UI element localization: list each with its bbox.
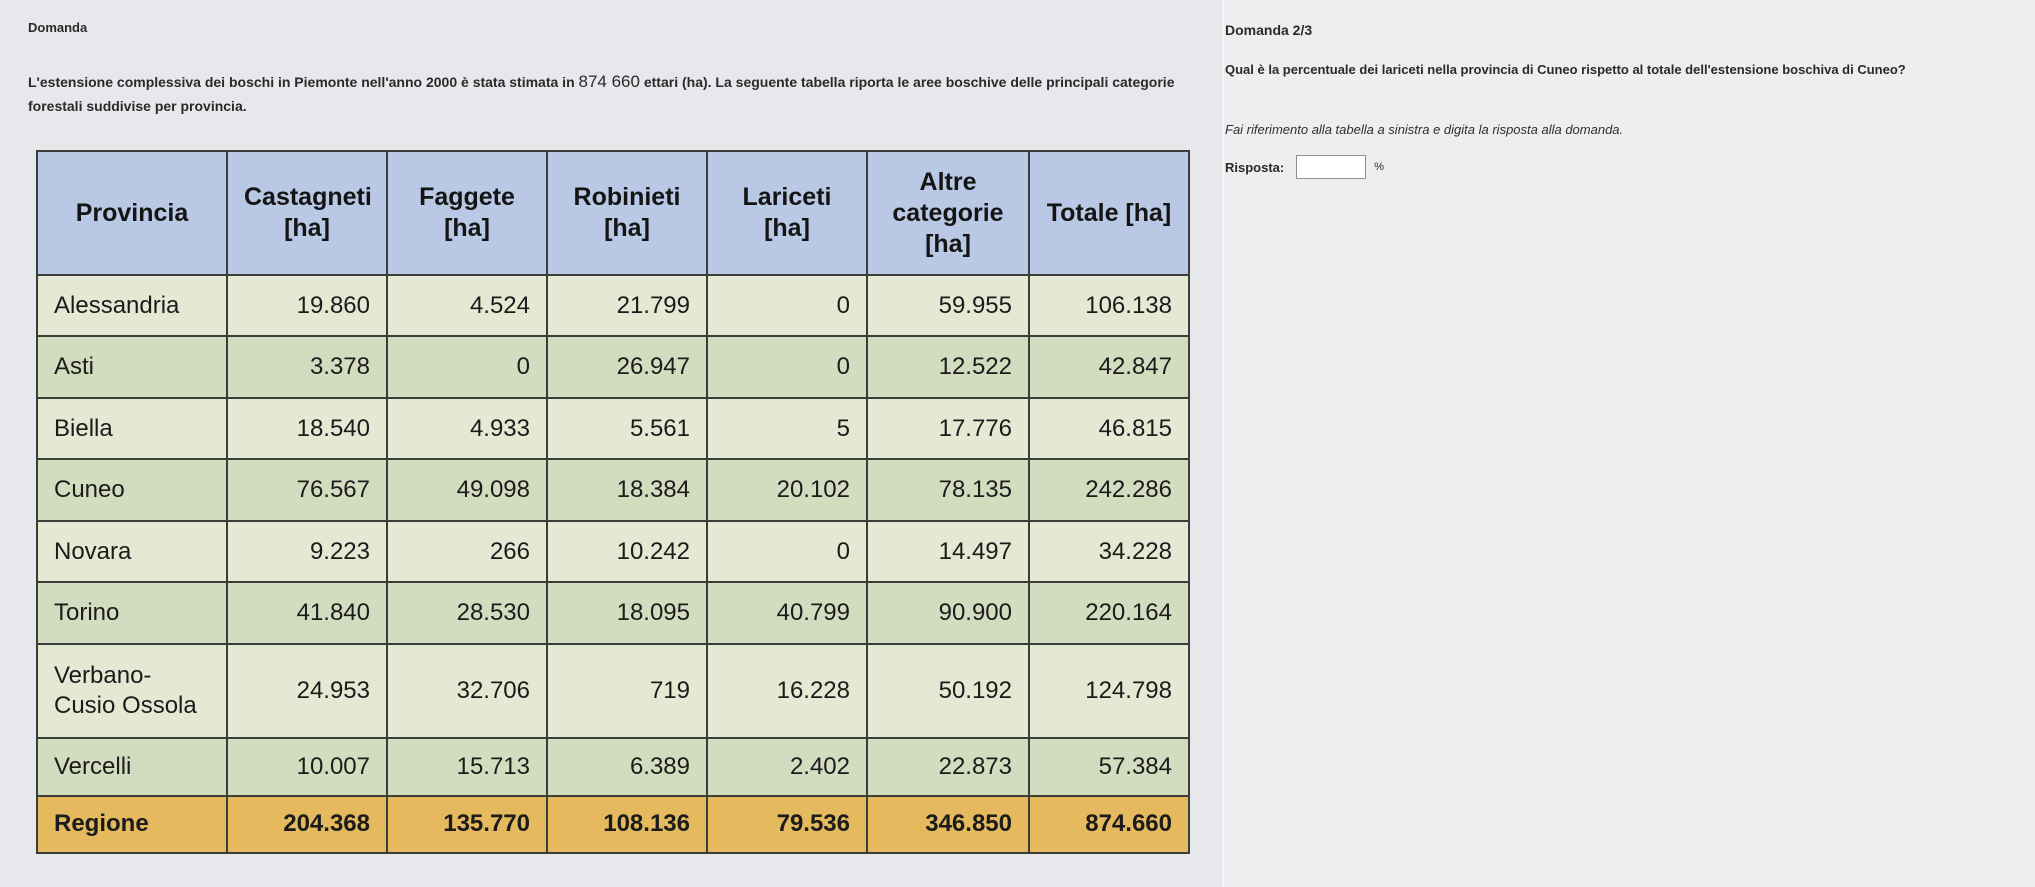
cell-provincia: Cuneo: [37, 459, 227, 520]
cell-lariceti: 79.536: [707, 796, 867, 853]
cell-provincia: Biella: [37, 398, 227, 459]
cell-totale: 220.164: [1029, 582, 1189, 643]
forest-area-table: [36, 150, 1190, 854]
cell-provincia: Verbano-Cusio Ossola: [37, 644, 227, 738]
cell-totale: 46.815: [1029, 398, 1189, 459]
intro-text: [28, 70, 1198, 118]
cell-lariceti: 40.799: [707, 582, 867, 643]
cell-totale: 57.384: [1029, 738, 1189, 795]
cell-robinieti: 6.389: [547, 738, 707, 795]
col-header-faggete: Faggete [ha]: [387, 151, 547, 275]
cell-faggete: 135.770: [387, 796, 547, 853]
cell-altre: 90.900: [867, 582, 1029, 643]
col-header-robinieti: Robinieti [ha]: [547, 151, 707, 275]
cell-altre: 50.192: [867, 644, 1029, 738]
cell-provincia: Vercelli: [37, 738, 227, 795]
table-header-row: [37, 151, 1189, 275]
cell-totale: 242.286: [1029, 459, 1189, 520]
cell-robinieti: 26.947: [547, 336, 707, 397]
cell-castagneti: 76.567: [227, 459, 387, 520]
table-row: [37, 644, 1189, 738]
cell-robinieti: 5.561: [547, 398, 707, 459]
cell-altre: 14.497: [867, 521, 1029, 582]
cell-provincia: Regione: [37, 796, 227, 853]
cell-lariceti: 0: [707, 275, 867, 336]
intro-number: 874 660: [578, 72, 640, 91]
cell-faggete: 28.530: [387, 582, 547, 643]
percent-unit: %: [1374, 161, 1385, 173]
cell-robinieti: 21.799: [547, 275, 707, 336]
question-counter: Domanda 2/3: [1225, 22, 1313, 38]
cell-provincia: Asti: [37, 336, 227, 397]
cell-totale: 874.660: [1029, 796, 1189, 853]
intro-text-after: ettari (ha). La seguente tabella riporta le aree boschive delle principali categorie forestali suddivise per provincia.: [28, 74, 1175, 114]
cell-castagneti: 18.540: [227, 398, 387, 459]
cell-castagneti: 19.860: [227, 275, 387, 336]
table-row: [37, 521, 1189, 582]
cell-totale: 34.228: [1029, 521, 1189, 582]
cell-faggete: 4.524: [387, 275, 547, 336]
cell-faggete: 266: [387, 521, 547, 582]
cell-provincia: Alessandria: [37, 275, 227, 336]
cell-provincia: Novara: [37, 521, 227, 582]
cell-provincia: Torino: [37, 582, 227, 643]
table-row: [37, 336, 1189, 397]
cell-lariceti: 0: [707, 521, 867, 582]
cell-castagneti: 41.840: [227, 582, 387, 643]
cell-altre: 78.135: [867, 459, 1029, 520]
cell-castagneti: 24.953: [227, 644, 387, 738]
table-row: [37, 275, 1189, 336]
cell-lariceti: 0: [707, 336, 867, 397]
cell-faggete: 15.713: [387, 738, 547, 795]
answer-input[interactable]: [1296, 155, 1366, 179]
cell-robinieti: 18.095: [547, 582, 707, 643]
cell-lariceti: 16.228: [707, 644, 867, 738]
cell-altre: 17.776: [867, 398, 1029, 459]
table-row: [37, 398, 1189, 459]
cell-lariceti: 5: [707, 398, 867, 459]
col-header-totale: Totale [ha]: [1029, 151, 1189, 275]
intro-text-before: L'estensione complessiva dei boschi in Piemonte nell'anno 2000 è stata stimata in: [28, 74, 579, 90]
cell-castagneti: 9.223: [227, 521, 387, 582]
panel-title: Domanda: [28, 20, 88, 35]
cell-faggete: 4.933: [387, 398, 547, 459]
cell-altre: 59.955: [867, 275, 1029, 336]
cell-lariceti: 20.102: [707, 459, 867, 520]
table-row: [37, 738, 1189, 795]
answer-label: Risposta:: [1225, 159, 1285, 175]
cell-altre: 12.522: [867, 336, 1029, 397]
cell-castagneti: 10.007: [227, 738, 387, 795]
col-header-lariceti: Lariceti [ha]: [707, 151, 867, 275]
col-header-castagneti: Castagneti [ha]: [227, 151, 387, 275]
cell-totale: 124.798: [1029, 644, 1189, 738]
col-header-provincia: Provincia: [37, 151, 227, 275]
table-total-row: [37, 796, 1189, 853]
cell-totale: 42.847: [1029, 336, 1189, 397]
cell-robinieti: 10.242: [547, 521, 707, 582]
cell-robinieti: 719: [547, 644, 707, 738]
cell-faggete: 32.706: [387, 644, 547, 738]
cell-faggete: 49.098: [387, 459, 547, 520]
cell-castagneti: 204.368: [227, 796, 387, 853]
cell-lariceti: 2.402: [707, 738, 867, 795]
cell-castagneti: 3.378: [227, 336, 387, 397]
cell-robinieti: 108.136: [547, 796, 707, 853]
question-text: Qual è la percentuale dei lariceti nella provincia di Cuneo rispetto al totale dell'estensione boschiva di Cuneo?: [1225, 62, 1906, 77]
answer-row: [1225, 155, 1384, 179]
cell-totale: 106.138: [1029, 275, 1189, 336]
cell-altre: 22.873: [867, 738, 1029, 795]
instruction-hint: Fai riferimento alla tabella a sinistra e digita la risposta alla domanda.: [1225, 122, 1624, 137]
cell-robinieti: 18.384: [547, 459, 707, 520]
col-header-altre-categorie: Altre categorie [ha]: [867, 151, 1029, 275]
cell-faggete: 0: [387, 336, 547, 397]
table-row: [37, 459, 1189, 520]
table-row: [37, 582, 1189, 643]
cell-altre: 346.850: [867, 796, 1029, 853]
